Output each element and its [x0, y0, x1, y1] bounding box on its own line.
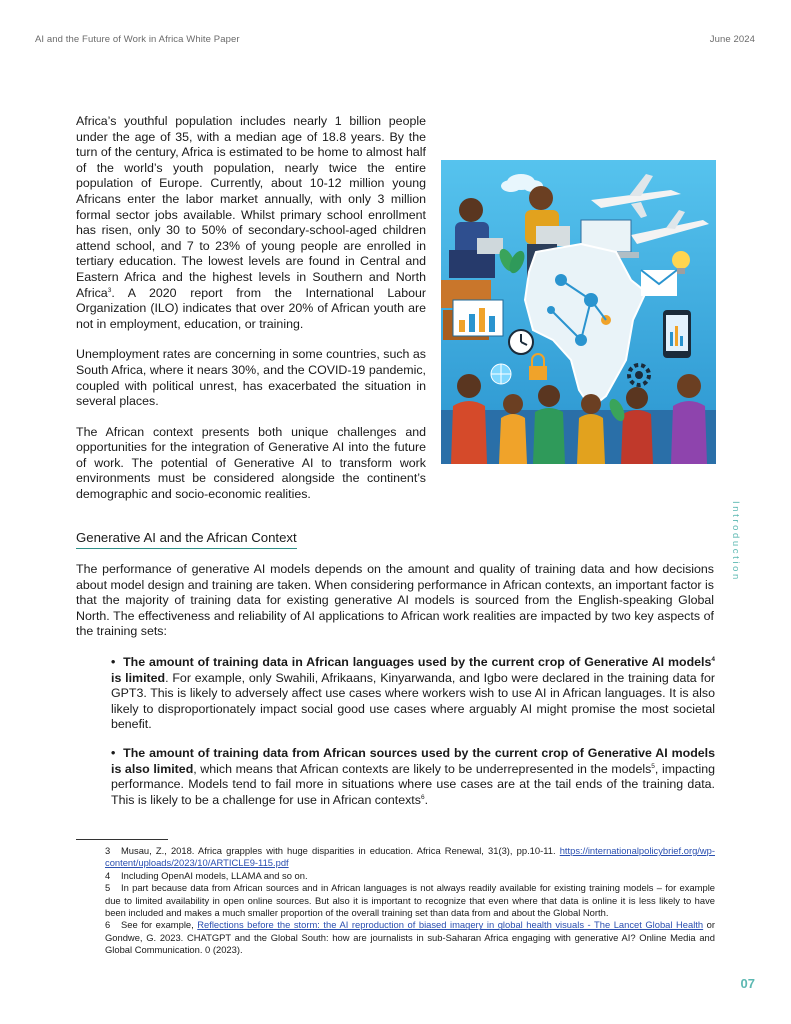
- footnote-6: 6 See for example, Reflections before the storm: the AI reproduction of biased imagery in global health visuals - The Lancet Global Health or Gondwe, G. 2023. CHATGPT and the Global South: how are journalists in sub-Saharan Africa engaging with generative AI? Online Media and Global Communication. 0 (2023).: [105, 919, 715, 956]
- section-side-label: Introduction: [730, 501, 741, 582]
- footnote-divider: [76, 839, 168, 840]
- page-number: 07: [740, 976, 755, 991]
- running-header-date: June 2024: [709, 34, 755, 45]
- phone-icon: [663, 310, 691, 358]
- section-paragraph: The performance of generative AI models depends on the amount and quality of training data and how decisions about model design and training are taken. When considering performance in African contexts, an important factor is that the majority of training data for existing generative AI models is sourced from the English-speaking Global North. The effectiveness and reliability of AI applications to African work realities are impacted by two key aspects of the training sets:: [76, 562, 714, 639]
- bullet-item-2: • The amount of training data from African sources used by the current crop of Generative AI models is also limited, which means that African contexts are likely to be underrepresented in the models$^5$, impacting performance. Models tend to fail more in situations where use cases are at the tail ends of the training data. This is likely to be a challenge for use in African contexts$^6$.: [111, 746, 715, 807]
- footnote-ref-3[interactable]: 3: [107, 286, 112, 294]
- chart-icon: [453, 300, 503, 336]
- bullet-item-1: • The amount of training data in African languages used by the current crop of Generative AI models$^4$ is limited. For example, only Swahili, Afrikaans, Kinyarwanda, and Igbo were declared in the training data for GPT3. This is likely to adversely affect use cases where workers wish to use AI in African languages. It is also likely to disproportionately impact social good use cases where arguably AI might promise the most societal benefit.: [111, 655, 715, 732]
- clock-icon: [509, 330, 533, 354]
- footnote-ref-5[interactable]: 5: [651, 762, 655, 770]
- globe-icon: [491, 364, 511, 384]
- intro-paragraph-1: Africa’s youthful population includes nearly 1 billion people under the age of 35, with a median age of 18.8 years. By the turn of the century, Africa is estimated to be home to almost half of the world’s youth population, nearly twice the entire population of Europe. Currently, about 10-12 million young Africans enter the labor market annually, with only 3 million formal sector jobs available. Whilst primary school enrollment has risen, only 30 to 50% of secondary-school-aged children attend school, and 7 to 23% of young people are enrolled in tertiary education. The lowest levels are found in Central and Eastern Africa and the highest levels in Southern and North Africa$^3$. A 2020 report from the International Labour Organization (ILO) indicates that over 20% of African youth are not in employment, education, or training.: [76, 114, 426, 331]
- africa-ai-illustration: [441, 160, 716, 464]
- footnote-6-link[interactable]: Reflections before the storm: the AI reproduction of biased imagery in global health visuals - The Lancet Global Health: [197, 919, 704, 931]
- intro-paragraph-3: The African context presents both unique challenges and opportunities for the integration of Generative AI into the future of work. The potential of Generative AI to transform work environments must be considered alongside the continent’s demographic and socio-economic realities.: [76, 424, 426, 502]
- footnote-5: 5 In part because data from African sources and in African languages is not always readily available for existing training models – for example due to limited availability in open online sources. But also it is important to recognize that even where that data is online it is less likely to have been included and makes a much smaller proportion of the overall training set than data from and about the Global North.: [105, 882, 715, 919]
- footnotes: [105, 845, 715, 957]
- envelope-icon: [641, 270, 677, 296]
- footnote-ref-4[interactable]: 4: [711, 655, 715, 663]
- footnote-4: 4 Including OpenAI models, LLAMA and so on.: [105, 869, 308, 881]
- section-heading: Generative AI and the African Context: [76, 530, 297, 549]
- footnote-3: 3 Musau, Z., 2018. Africa grapples with huge disparities in education. Africa Renewal, 31(3), pp.10-11. https://internationalpolicybrief.org/wp-content/uploads/2023/10/ARTICLE9-115.pdf: [105, 845, 715, 869]
- intro-column: [76, 114, 426, 503]
- footnote-ref-6[interactable]: 6: [420, 793, 425, 801]
- running-header-title: AI and the Future of Work in Africa White Paper: [35, 34, 240, 45]
- footnote-3-link[interactable]: https://internationalpolicybrief.org/wp-content/uploads/2023/10/ARTICLE9-115.pdf: [105, 845, 715, 869]
- intro-paragraph-2: Unemployment rates are concerning in some countries, such as South Africa, where it nears 30%, and the COVID-19 pandemic, coupled with political unrest, has exacerbated the situation in several places.: [76, 347, 426, 409]
